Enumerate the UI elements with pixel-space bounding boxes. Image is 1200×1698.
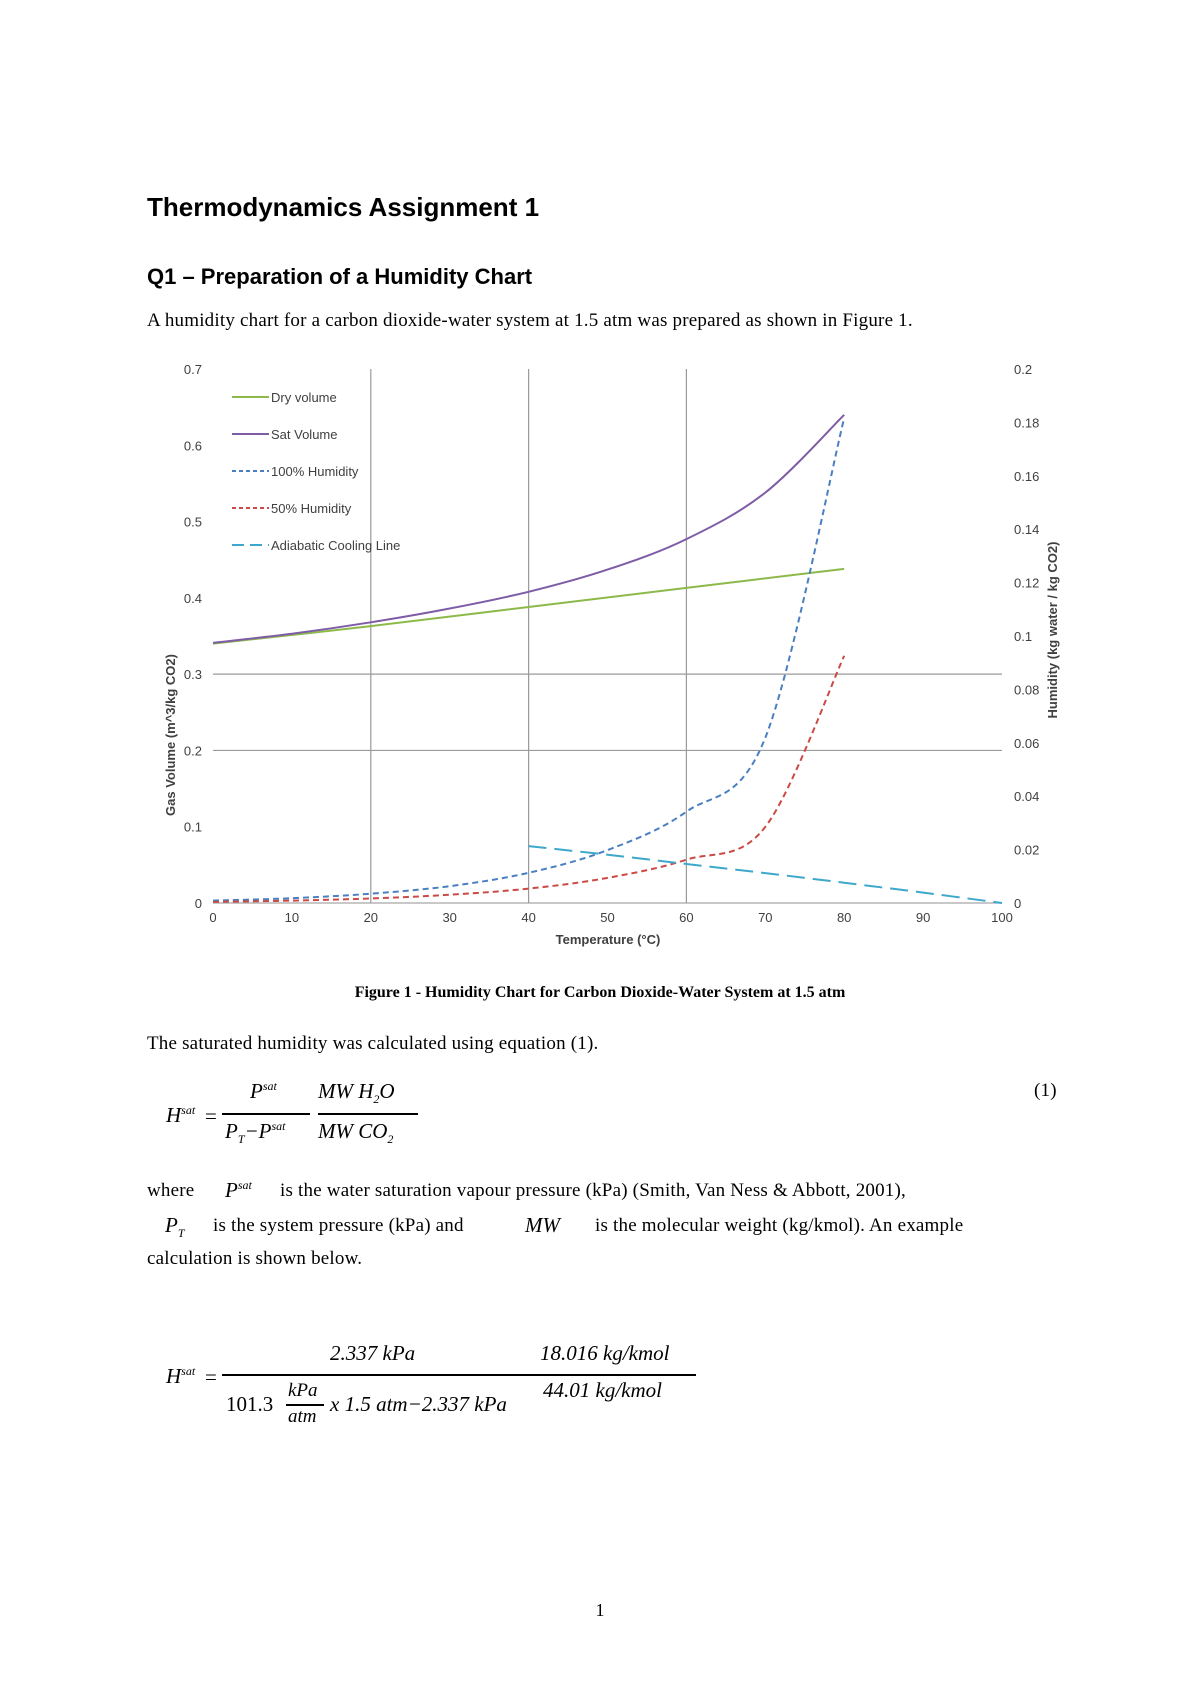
y-tick-label: 0.5 [183, 514, 202, 530]
y-tick-labels [184, 362, 202, 911]
x-tick-label: 20 [363, 910, 379, 925]
series-adiabatic-cooling-line [529, 846, 1002, 903]
chart-grid [213, 369, 1002, 903]
where-label: where [147, 1180, 195, 1201]
y2-tick-label: 0.2 [1014, 362, 1033, 377]
legend-label: 100% Humidity [271, 464, 359, 479]
eq2-unit-numerator: kPa [288, 1380, 318, 1401]
eq2-den-coeff: 101.3 [226, 1392, 274, 1416]
x-tick-label: 50 [600, 910, 615, 925]
y-tick-label: 0.1 [183, 819, 202, 835]
x-axis-label: Temperature (°C) [555, 932, 661, 947]
pt-symbol: $P_T$ [165, 1213, 185, 1241]
x-tick-labels [209, 910, 1012, 925]
eq1-mw-fraction-bar [318, 1113, 418, 1115]
y2-tick-label: 0.04 [1014, 789, 1040, 805]
page-number: 1 [595, 1600, 605, 1620]
y2-tick-label: 0.12 [1014, 575, 1040, 591]
equation-number: (1) [1034, 1080, 1057, 1101]
x-tick-label: 10 [284, 910, 300, 925]
y-tick-label: 0.2 [183, 743, 202, 759]
y2-tick-label: 0.16 [1014, 468, 1040, 484]
y2-tick-label: 0.02 [1014, 842, 1040, 858]
y-tick-label: 0.7 [183, 362, 202, 377]
x-tick-label: 40 [521, 910, 536, 925]
y-axis-label: Gas Volume (m^3/kg CO2) [163, 654, 178, 816]
eq1-mw-denominator: MW $CO_2$ [318, 1119, 394, 1147]
figure-caption: Figure 1 - Humidity Chart for Carbon Dioxide-Water System at 1.5 atm [354, 984, 846, 1001]
eq1-fraction-bar [222, 1113, 310, 1115]
eq2-lhs: $H^{sat}$ [166, 1364, 196, 1388]
eq1-numerator: $P^{sat}$ [250, 1079, 277, 1103]
equation-2 [160, 1340, 720, 1450]
y2-tick-label: 0.14 [1014, 522, 1040, 538]
eq1-mw-numerator: MW $H_2O$ [318, 1079, 395, 1107]
equation-1 [160, 1075, 440, 1155]
eq2-ratio-numerator: 18.016 kg/kmol [540, 1341, 670, 1365]
eq2-ratio-fraction-bar [538, 1374, 696, 1376]
y2-tick-label: 0.1 [1014, 629, 1033, 644]
eq1-denominator: $P_T-P^{sat}$ [225, 1119, 286, 1147]
legend-label: 50% Humidity [271, 501, 352, 516]
x-tick-label: 60 [679, 910, 694, 925]
y2-tick-label: 0.18 [1014, 415, 1040, 431]
y-tick-label: 0.3 [183, 667, 202, 683]
humidity-chart [140, 355, 1080, 955]
x-tick-label: 80 [836, 910, 852, 925]
eq2-den-rest: x 1.5 atm−2.337 kPa [330, 1392, 507, 1416]
x-tick-label: 90 [915, 910, 931, 925]
x-tick-label: 30 [442, 910, 457, 925]
y2-tick-label: 0.08 [1014, 682, 1040, 698]
legend-label: Adiabatic Cooling Line [271, 538, 401, 553]
y-tick-label: 0.4 [183, 590, 202, 606]
eq2-numerator: 2.337 kPa [330, 1341, 416, 1365]
equation-intro: The saturated humidity was calculated using equation (1). [147, 1033, 599, 1054]
y2-tick-label: 0 [1014, 896, 1022, 911]
eq2-unit-denominator: atm [288, 1406, 317, 1427]
eq2-ratio-denominator: 44.01 kg/kmol [543, 1378, 662, 1402]
y-tick-label: 0 [194, 896, 202, 911]
y2-tick-label: 0.06 [1014, 735, 1040, 751]
mw-symbol: MW [525, 1213, 560, 1237]
y-tick-label: 0.6 [183, 438, 202, 454]
eq1-equals: = [205, 1104, 217, 1128]
document-title: Thermodynamics Assignment 1 [147, 192, 540, 222]
intro-paragraph: A humidity chart for a carbon dioxide-water system at 1.5 atm was prepared as shown in Figure 1. [147, 310, 913, 331]
x-tick-label: 0 [209, 910, 217, 925]
eq2-equals: = [205, 1365, 217, 1389]
section-heading: Q1 – Preparation of a Humidity Chart [147, 264, 533, 289]
psat-symbol: $P^{sat}$ [225, 1178, 252, 1202]
chart-series [213, 415, 1002, 903]
eq1-lhs: $H^{sat}$ [166, 1103, 196, 1127]
mw-description: is the molecular weight (kg/kmol). An example [595, 1215, 964, 1236]
x-tick-label: 70 [758, 910, 773, 925]
y2-axis-label: Humidity (kg water / kg CO2) [1045, 541, 1060, 719]
example-intro: calculation is shown below. [147, 1248, 363, 1269]
pt-description: is the system pressure (kPa) and [213, 1215, 464, 1236]
legend-label: Sat Volume [271, 427, 338, 442]
legend-label: Dry volume [271, 390, 337, 405]
psat-description: is the water saturation vapour pressure (kPa) (Smith, Van Ness & Abbott, 2001), [280, 1180, 906, 1201]
chart-legend [232, 390, 400, 553]
x-tick-label: 100 [991, 910, 1013, 925]
y2-tick-labels [1014, 362, 1039, 911]
